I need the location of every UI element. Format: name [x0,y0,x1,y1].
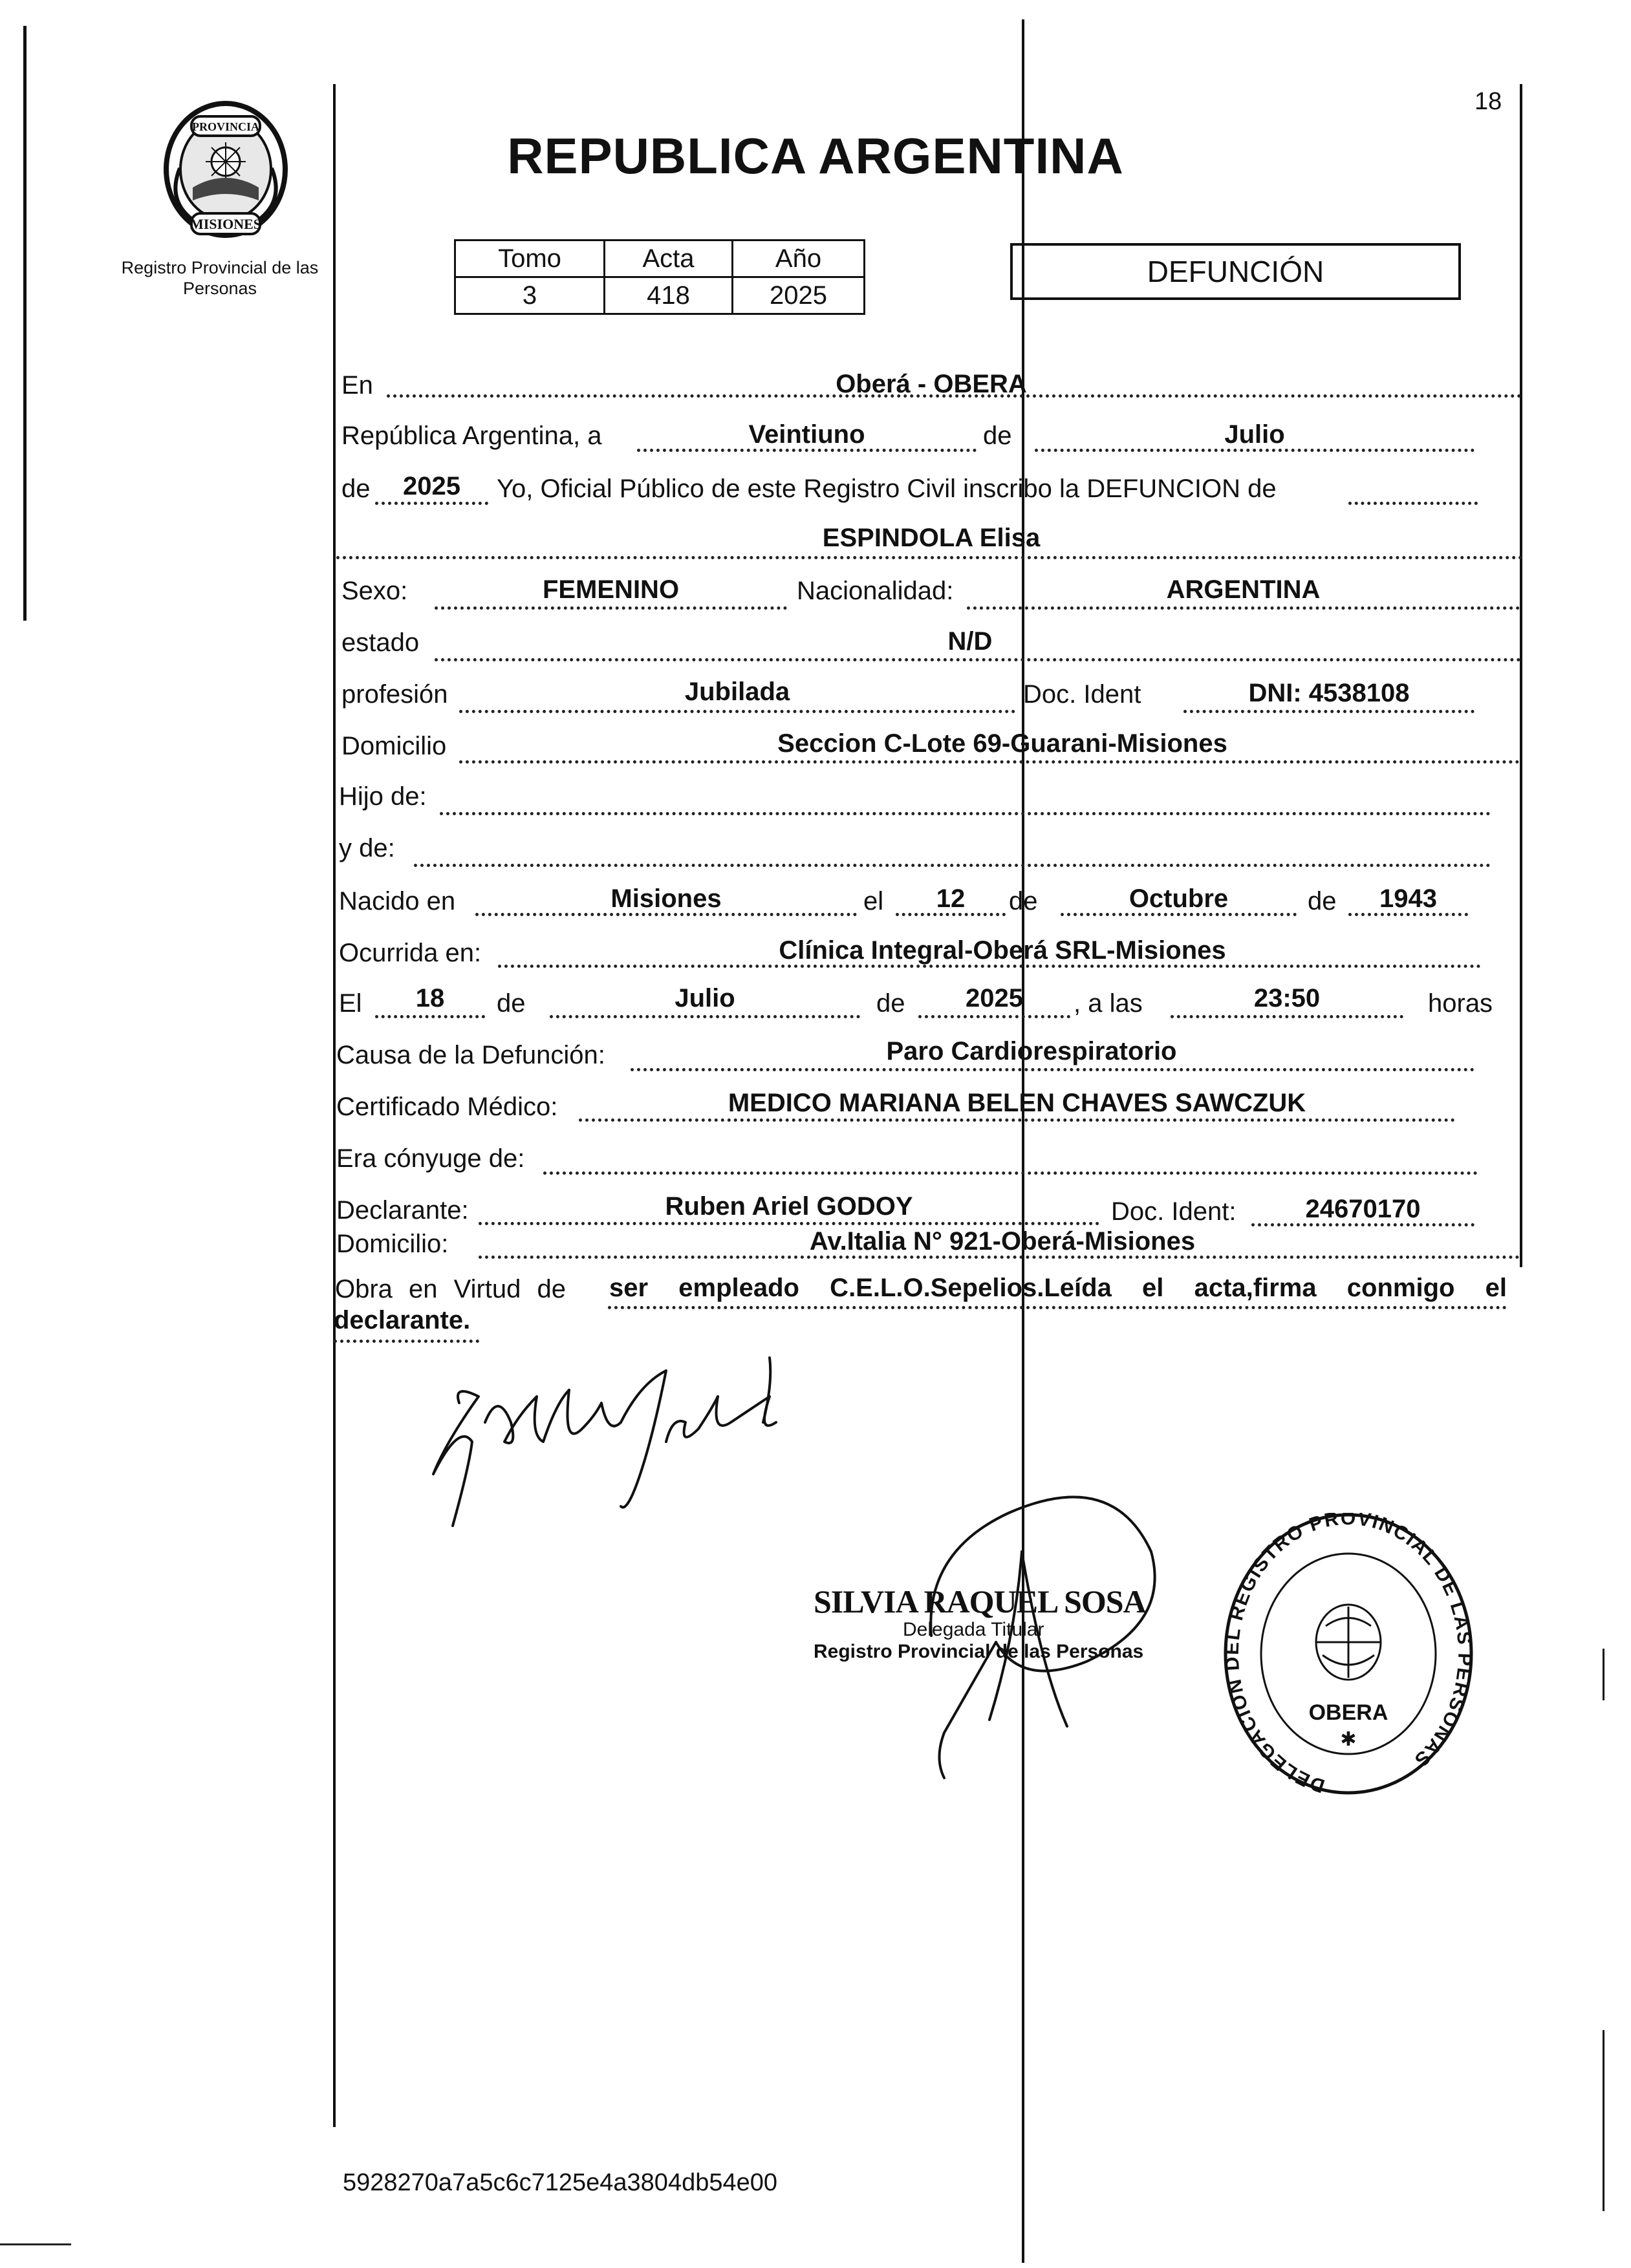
registry-value-tomo: 3 [455,277,605,314]
value-nacido-dia: 12 [936,884,966,913]
svg-text:MISIONES: MISIONES [189,216,262,232]
stamp-ring-text: DELEGACION DEL REGISTRO PROVINCIAL DE LAS PERSONAS [1221,1513,1476,1797]
label-republica: República Argentina, a [341,422,602,450]
firma-name: SILVIA RAQUEL SOSA [814,1583,1146,1620]
dotted-line [579,1118,1455,1122]
value-nacido-anio: 1943 [1379,884,1437,913]
label-sexo: Sexo: [341,577,408,605]
value-mes: Julio [1224,420,1285,449]
dotted-line [1171,1015,1403,1018]
dotted-line [435,606,787,610]
value-declarante: Ruben Ariel GODOY [665,1192,913,1221]
delegacion-oval-stamp [1219,1513,1478,1813]
dotted-line [1348,502,1478,505]
dotted-line [334,1340,479,1343]
value-lugar: Oberá - OBERA [836,370,1027,398]
document-type-box: DEFUNCIÓN [1010,243,1461,300]
page-number: 18 [1474,88,1502,115]
label-domicilio2: Domicilio: [336,1230,449,1258]
label-horas: horas [1428,989,1493,1018]
value-causa: Paro Cardiorespiratorio [886,1037,1177,1065]
dotted-line [918,1015,1070,1018]
registry-value-anio: 2025 [733,277,865,314]
registro-provincial-label: Registro Provincial de las Personas [121,258,319,298]
dotted-line [550,1015,860,1018]
value-obra-line2: declarante. [334,1306,471,1334]
stamp-star-icon: ✱ [1340,1729,1357,1750]
value-nacido-mes: Octubre [1129,884,1229,913]
dotted-line [375,502,488,505]
label-de: de [983,422,1012,450]
label-nacido-en: Nacido en [339,887,456,915]
firma-role: Delegada Titular [903,1619,1044,1640]
value-dia: Veintiuno [748,420,865,449]
value-def-anio: 2025 [966,984,1023,1012]
label-hijo-de: Hijo de: [339,782,427,811]
value-doc-ident: DNI: 4538108 [1248,679,1410,707]
page-border-right [1520,84,1522,1267]
label-causa: Causa de la Defunción: [336,1041,605,1069]
label-de2: de [341,475,371,503]
scan-mark [1603,1649,1604,1700]
value-certificado: MEDICO MARIANA BELEN CHAVES SAWCZUK [728,1089,1306,1117]
dotted-line [459,760,1520,764]
label-de-d: de [876,989,905,1018]
page-border-left [333,84,336,2127]
value-def-mes: Julio [675,984,735,1012]
label-nacionalidad: Nacionalidad: [797,577,954,605]
svg-text:PROVINCIA: PROVINCIA [191,120,260,133]
label-el: el [863,887,884,915]
registry-table [454,239,865,315]
scan-mark [1603,2030,1604,2211]
label-de-c: de [497,989,526,1018]
dotted-line [479,1222,1099,1225]
registry-header-anio: Año [733,241,865,277]
label-ocurrida-en: Ocurrida en: [339,939,482,967]
dotted-line [440,812,1491,815]
dotted-line [543,1171,1478,1175]
label-oficial: Yo, Oficial Público de este Registro Civil inscribo la DEFUNCION de [497,475,1277,503]
label-de-b: de [1308,887,1337,915]
dotted-line [336,556,1523,559]
label-a-las: , a las [1074,989,1143,1018]
firma-block [814,1583,1146,1663]
dotted-line [435,658,1521,661]
dotted-line [1183,710,1474,713]
value-nombre: ESPINDOLA Elisa [822,524,1041,552]
value-nacido-en: Misiones [610,884,722,913]
value-estado: N/D [947,627,993,656]
value-declarante-domicilio: Av.Italia N° 921-Oberá-Misiones [809,1227,1196,1256]
stamp-city: OBERA [1308,1700,1388,1725]
scan-edge-line [23,26,27,621]
value-domicilio: Seccion C-Lote 69-Guarani-Misiones [777,729,1227,758]
document-title: REPUBLICA ARGENTINA [507,127,1124,184]
label-estado: estado [341,628,420,657]
scan-mark [0,2243,71,2245]
label-certificado: Certificado Médico: [336,1093,558,1121]
dotted-line [608,1306,1507,1309]
dotted-line [967,606,1520,610]
value-ocurrida-en: Clínica Integral-Oberá SRL-Misiones [779,936,1226,965]
value-anio: 2025 [403,472,460,500]
dotted-line [459,710,1015,713]
label-obra-en: Obra en Virtud de [335,1275,567,1303]
value-sexo: FEMENINO [542,575,680,604]
label-el2: El [339,989,362,1018]
dotted-line [631,1068,1474,1071]
label-domicilio: Domicilio [341,732,447,760]
label-doc-ident: Doc. Ident [1023,680,1141,709]
label-declarante: Declarante: [336,1196,469,1225]
value-nacionalidad: ARGENTINA [1166,575,1321,604]
value-obra-line1: ser empleado C.E.L.O.Sepelios.Leída el acta,firma conmigo el [609,1274,1507,1302]
document-hash: 5928270a7a5c6c7125e4a3804db54e00 [343,2169,778,2196]
label-de-a: de [1009,887,1038,915]
registry-value-acta: 418 [605,277,733,314]
registry-header-tomo: Tomo [455,241,605,277]
dotted-line [414,864,1491,867]
firma-org: Registro Provincial de las Personas [814,1641,1144,1662]
value-def-hora: 23:50 [1253,984,1321,1012]
value-declarante-doc: 24670170 [1305,1195,1421,1223]
label-y-de: y de: [339,834,395,862]
value-def-dia: 18 [415,984,445,1012]
registry-header-acta: Acta [605,241,733,277]
declarante-signature [407,1345,808,1542]
label-conyuge: Era cónyuge de: [336,1144,525,1173]
label-doc-ident2: Doc. Ident: [1111,1197,1237,1226]
fold-line [1022,19,1024,2263]
label-en: En [341,371,373,400]
label-profesion: profesión [341,680,448,709]
dotted-line [375,1015,485,1018]
value-profesion: Jubilada [684,678,790,706]
